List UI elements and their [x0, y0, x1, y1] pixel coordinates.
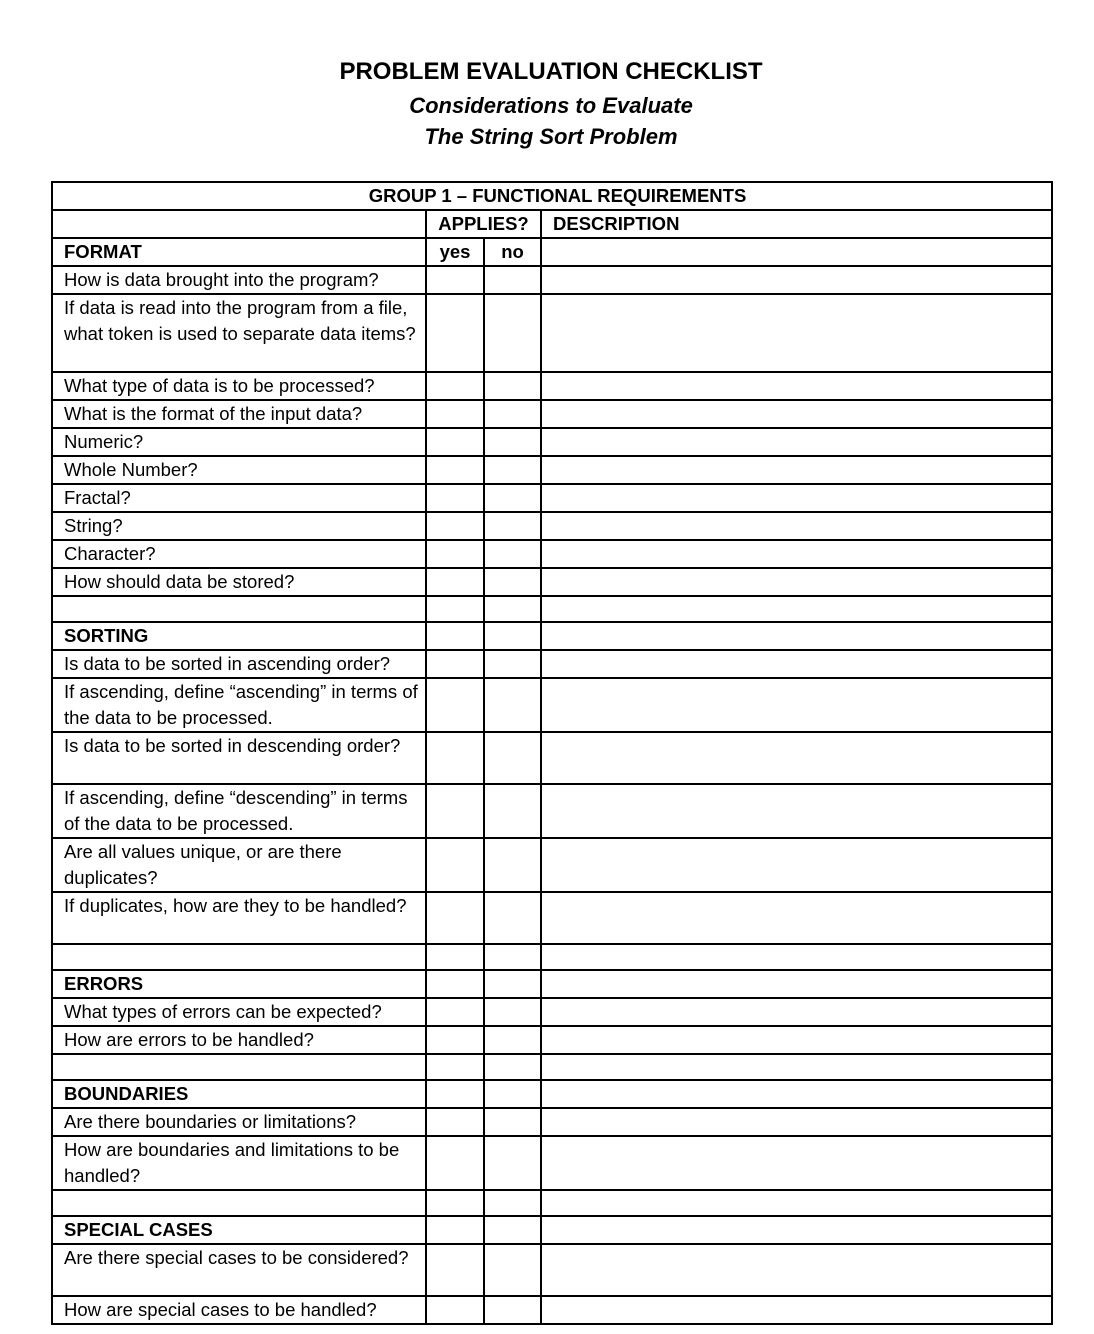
document-title: PROBLEM EVALUATION CHECKLIST — [339, 58, 763, 85]
description-cell[interactable] — [541, 1026, 1052, 1054]
question-row — [52, 266, 1052, 294]
description-cell[interactable] — [541, 484, 1052, 512]
checklist-table — [51, 181, 1053, 1325]
group-header-row — [52, 182, 1052, 210]
question-text: Are all values unique, or are there duplicates? — [52, 838, 426, 892]
yes-cell[interactable] — [426, 732, 484, 784]
description-cell[interactable] — [541, 1244, 1052, 1296]
no-cell[interactable] — [484, 540, 541, 568]
yes-cell[interactable] — [426, 1136, 484, 1190]
no-cell[interactable] — [484, 1216, 541, 1244]
description-cell[interactable] — [541, 456, 1052, 484]
no-cell[interactable] — [484, 456, 541, 484]
no-cell[interactable] — [484, 622, 541, 650]
question-row — [52, 1296, 1052, 1324]
no-cell[interactable] — [484, 400, 541, 428]
section-heading-special-cases: SPECIAL CASES — [52, 1216, 426, 1244]
yes-cell[interactable] — [426, 1244, 484, 1296]
question-row — [52, 892, 1052, 944]
description-cell[interactable] — [541, 1054, 1052, 1080]
question-text: How are boundaries and limitations to be handled? — [52, 1136, 426, 1190]
yes-cell[interactable] — [426, 484, 484, 512]
question-text: Are there boundaries or limitations? — [52, 1108, 426, 1136]
question-text: String? — [52, 512, 426, 540]
description-cell[interactable] — [541, 266, 1052, 294]
yes-cell[interactable] — [426, 998, 484, 1026]
description-cell[interactable] — [541, 650, 1052, 678]
question-text: Fractal? — [52, 484, 426, 512]
no-cell[interactable] — [484, 484, 541, 512]
yes-cell[interactable] — [426, 596, 484, 622]
no-cell[interactable] — [484, 428, 541, 456]
question-row — [52, 484, 1052, 512]
no-cell[interactable] — [484, 294, 541, 372]
yes-cell[interactable] — [426, 512, 484, 540]
spacer-row — [52, 944, 1052, 970]
description-cell[interactable] — [541, 540, 1052, 568]
description-cell[interactable] — [541, 838, 1052, 892]
no-cell[interactable] — [484, 650, 541, 678]
no-cell[interactable] — [484, 998, 541, 1026]
description-cell[interactable] — [541, 784, 1052, 838]
question-row — [52, 678, 1052, 732]
spacer-row — [52, 1054, 1052, 1080]
question-row — [52, 1136, 1052, 1190]
question-text: How should data be stored? — [52, 568, 426, 596]
description-cell[interactable] — [541, 372, 1052, 400]
question-row — [52, 294, 1052, 372]
question-text: What type of data is to be processed? — [52, 372, 426, 400]
description-cell[interactable] — [541, 622, 1052, 650]
yes-cell[interactable] — [426, 1080, 484, 1108]
column-header-row — [52, 210, 1052, 238]
no-cell[interactable] — [484, 1244, 541, 1296]
question-text: How is data brought into the program? — [52, 266, 426, 294]
question-row — [52, 1108, 1052, 1136]
spacer-cell — [52, 596, 426, 622]
no-cell[interactable] — [484, 596, 541, 622]
no-cell[interactable] — [484, 970, 541, 998]
spacer-cell — [52, 944, 426, 970]
section-heading-row — [52, 1216, 1052, 1244]
description-cell[interactable] — [541, 568, 1052, 596]
question-row — [52, 650, 1052, 678]
spacer-cell — [52, 1054, 426, 1080]
no-cell[interactable] — [484, 944, 541, 970]
yes-cell[interactable] — [426, 294, 484, 372]
yes-cell[interactable] — [426, 568, 484, 596]
description-cell[interactable] — [541, 596, 1052, 622]
spacer-cell — [52, 1190, 426, 1216]
question-text: Is data to be sorted in ascending order? — [52, 650, 426, 678]
question-row — [52, 998, 1052, 1026]
description-cell[interactable] — [541, 678, 1052, 732]
description-cell[interactable] — [541, 944, 1052, 970]
yes-cell[interactable] — [426, 540, 484, 568]
description-cell[interactable] — [541, 1190, 1052, 1216]
question-text: What is the format of the input data? — [52, 400, 426, 428]
no-cell[interactable] — [484, 1054, 541, 1080]
question-row — [52, 540, 1052, 568]
no-cell[interactable] — [484, 892, 541, 944]
yes-cell[interactable] — [426, 1190, 484, 1216]
spacer-row — [52, 596, 1052, 622]
no-cell[interactable] — [484, 678, 541, 732]
yes-cell[interactable] — [426, 622, 484, 650]
description-cell[interactable] — [541, 1216, 1052, 1244]
question-row — [52, 428, 1052, 456]
question-text: Character? — [52, 540, 426, 568]
no-column-label: no — [484, 238, 541, 266]
description-cell[interactable] — [541, 998, 1052, 1026]
question-text: How are special cases to be handled? — [52, 1296, 426, 1324]
description-cell[interactable] — [541, 1136, 1052, 1190]
description-cell[interactable] — [541, 428, 1052, 456]
question-text: If ascending, define “descending” in terms of the data to be processed. — [52, 784, 426, 838]
group-title: GROUP 1 – FUNCTIONAL REQUIREMENTS — [52, 182, 1052, 210]
question-text: If ascending, define “ascending” in terms of the data to be processed. — [52, 678, 426, 732]
section-heading-row — [52, 970, 1052, 998]
yes-cell[interactable] — [426, 650, 484, 678]
question-row — [52, 372, 1052, 400]
yes-cell[interactable] — [426, 1108, 484, 1136]
spacer-row — [52, 1190, 1052, 1216]
section-heading-sorting: SORTING — [52, 622, 426, 650]
document-subtitle-line-2: The String Sort Problem — [424, 124, 678, 149]
section-heading-row — [52, 238, 1052, 266]
yes-cell[interactable] — [426, 400, 484, 428]
description-cell[interactable] — [541, 892, 1052, 944]
yes-cell[interactable] — [426, 1026, 484, 1054]
question-text: Whole Number? — [52, 456, 426, 484]
no-cell[interactable] — [484, 784, 541, 838]
yes-cell[interactable] — [426, 944, 484, 970]
document-subtitle-line-1: Considerations to Evaluate — [409, 93, 693, 118]
no-cell[interactable] — [484, 512, 541, 540]
no-cell[interactable] — [484, 266, 541, 294]
yes-cell[interactable] — [426, 970, 484, 998]
question-row — [52, 838, 1052, 892]
yes-cell[interactable] — [426, 266, 484, 294]
description-cell[interactable] — [541, 970, 1052, 998]
yes-cell[interactable] — [426, 838, 484, 892]
column-header-blank — [52, 210, 426, 238]
description-header: DESCRIPTION — [541, 210, 1052, 238]
no-cell[interactable] — [484, 1190, 541, 1216]
yes-cell[interactable] — [426, 428, 484, 456]
yes-cell[interactable] — [426, 1296, 484, 1324]
no-cell[interactable] — [484, 838, 541, 892]
no-cell[interactable] — [484, 1080, 541, 1108]
description-cell[interactable] — [541, 512, 1052, 540]
question-row — [52, 1026, 1052, 1054]
section-heading-format: FORMAT — [52, 238, 426, 266]
question-text: Is data to be sorted in descending order? — [52, 732, 426, 784]
section-heading-row — [52, 622, 1052, 650]
description-cell[interactable] — [541, 400, 1052, 428]
description-cell[interactable] — [541, 732, 1052, 784]
question-text: What types of errors can be expected? — [52, 998, 426, 1026]
no-cell[interactable] — [484, 1026, 541, 1054]
no-cell[interactable] — [484, 1136, 541, 1190]
question-row — [52, 784, 1052, 838]
description-cell[interactable] — [541, 238, 1052, 266]
no-cell[interactable] — [484, 372, 541, 400]
applies-header: APPLIES? — [426, 210, 541, 238]
question-text: Are there special cases to be considered? — [52, 1244, 426, 1296]
description-cell[interactable] — [541, 294, 1052, 372]
section-heading-row — [52, 1080, 1052, 1108]
yes-cell[interactable] — [426, 784, 484, 838]
description-cell[interactable] — [541, 1080, 1052, 1108]
question-row — [52, 1244, 1052, 1296]
yes-cell[interactable] — [426, 372, 484, 400]
yes-cell[interactable] — [426, 1216, 484, 1244]
question-text: Numeric? — [52, 428, 426, 456]
question-text: If duplicates, how are they to be handled? — [52, 892, 426, 944]
yes-cell[interactable] — [426, 456, 484, 484]
question-text: How are errors to be handled? — [52, 1026, 426, 1054]
yes-cell[interactable] — [426, 678, 484, 732]
no-cell[interactable] — [484, 1108, 541, 1136]
question-row — [52, 512, 1052, 540]
yes-column-label: yes — [426, 238, 484, 266]
no-cell[interactable] — [484, 568, 541, 596]
section-heading-boundaries: BOUNDARIES — [52, 1080, 426, 1108]
question-row — [52, 732, 1052, 784]
question-row — [52, 568, 1052, 596]
question-row — [52, 456, 1052, 484]
question-text: If data is read into the program from a file, what token is used to separate data items? — [52, 294, 426, 372]
yes-cell[interactable] — [426, 1054, 484, 1080]
description-cell[interactable] — [541, 1108, 1052, 1136]
description-cell[interactable] — [541, 1296, 1052, 1324]
no-cell[interactable] — [484, 1296, 541, 1324]
question-row — [52, 400, 1052, 428]
yes-cell[interactable] — [426, 892, 484, 944]
no-cell[interactable] — [484, 732, 541, 784]
section-heading-errors: ERRORS — [52, 970, 426, 998]
